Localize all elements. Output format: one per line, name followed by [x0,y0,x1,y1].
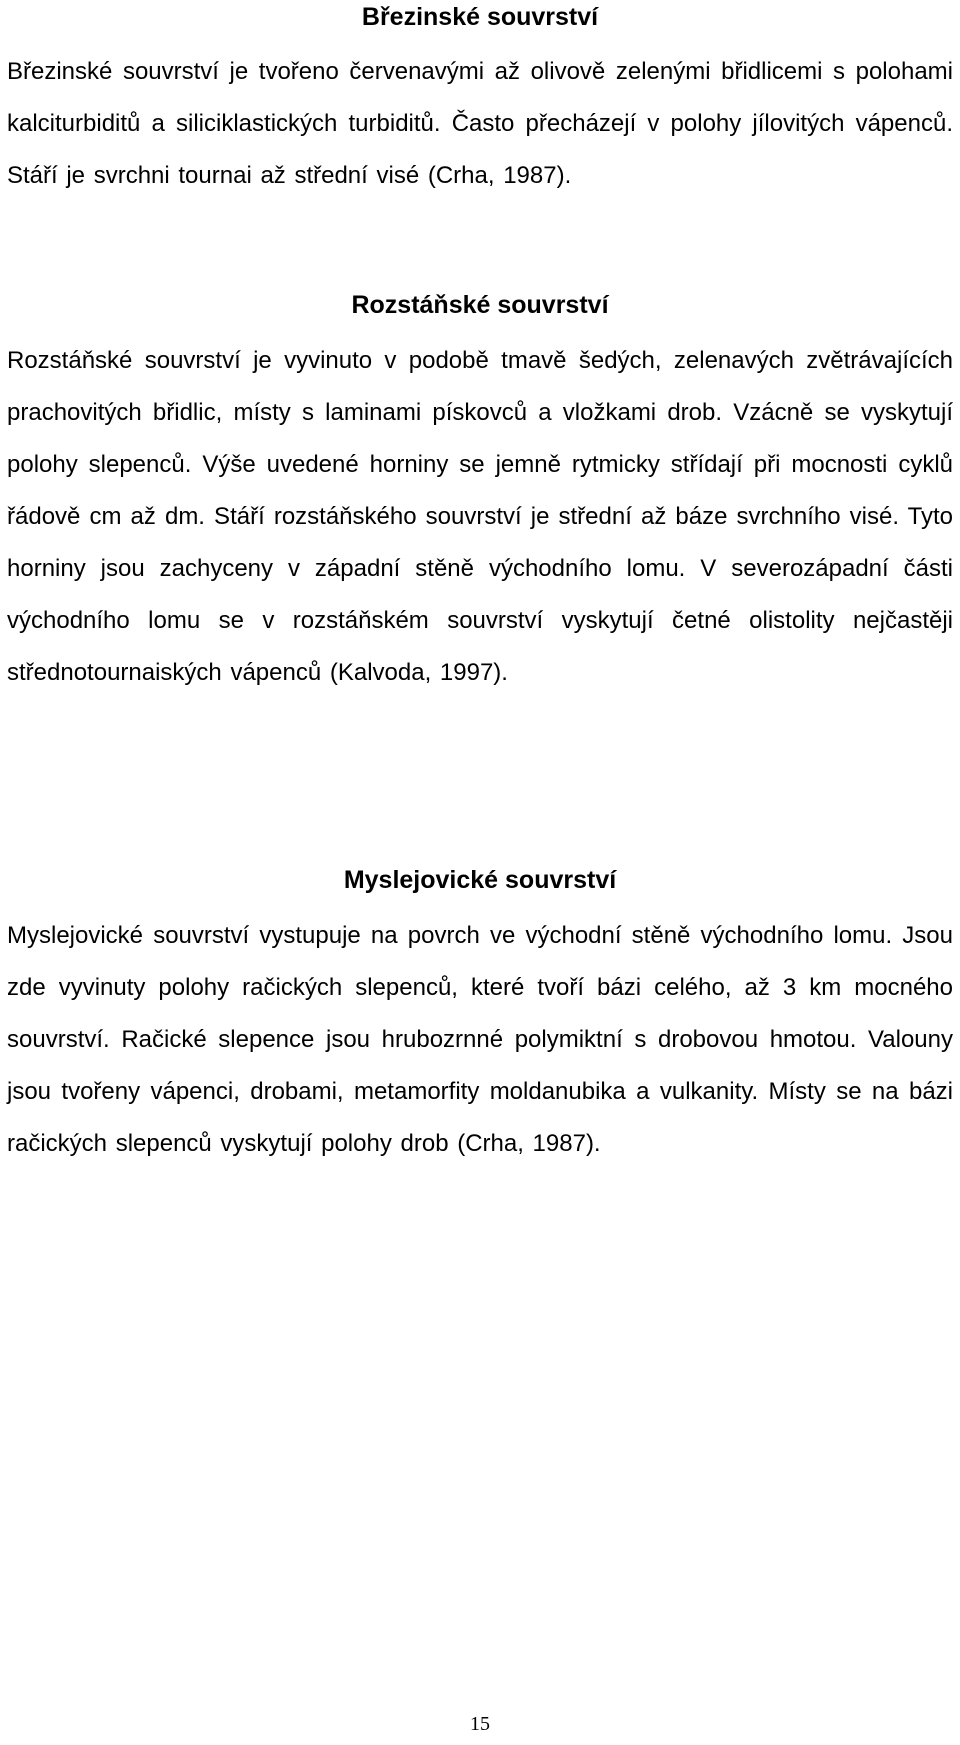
section-brezinske [7,0,953,202]
page-number: 15 [470,1713,490,1735]
section-paragraph: Rozstáňské souvrství je vyvinuto v podobě tmavě šedých, zelenavých zvětrávajících prachovitých břidlic, místy s laminami pískovců a vložkami drob. Vzácně se vyskytují polohy slepenců. Výše uvedené horniny se jemně rytmicky střídají při mocnosti cyklů řádově cm až dm. Stáří rozstáňského souvrství je střední až báze svrchního visé. Tyto horniny jsou zachyceny v západní stěně východního lomu. V severozápadní části východního lomu se v rozstáňském souvrství vyskytují četné olistolity nejčastěji střednotournaiských vápenců (Kalvoda, 1997). [7,347,953,686]
section-paragraph: Březinské souvrství je tvořeno červenavými až olivově zelenými břidlicemi s polohami kalciturbiditů a siliciklastických turbiditů. Často přecházejí v polohy jílovitých vápenců. Stáří je svrchni tournai až střední visé (Crha, 1987). [7,58,953,189]
section-heading: Myslejovické souvrství [343,866,617,894]
section-rozstanske [7,290,953,699]
section-heading: Rozstáňské souvrství [351,291,609,319]
section-paragraph: Myslejovické souvrství vystupuje na povrch ve východní stěně východního lomu. Jsou zde vyvinuty polohy račických slepenců, které tvoří bázi celého, až 3 km mocného souvrství. Račické slepence jsou hrubozrnné polymiktní s drobovou hmotou. Valouny jsou tvořeny vápenci, drobami, metamorfity moldanubika a vulkanity. Místy se na bázi račických slepenců vyskytují polohy drob (Crha, 1987). [7,922,953,1157]
section-heading: Březinské souvrství [361,3,599,31]
section-myslejovicke [7,865,953,1170]
